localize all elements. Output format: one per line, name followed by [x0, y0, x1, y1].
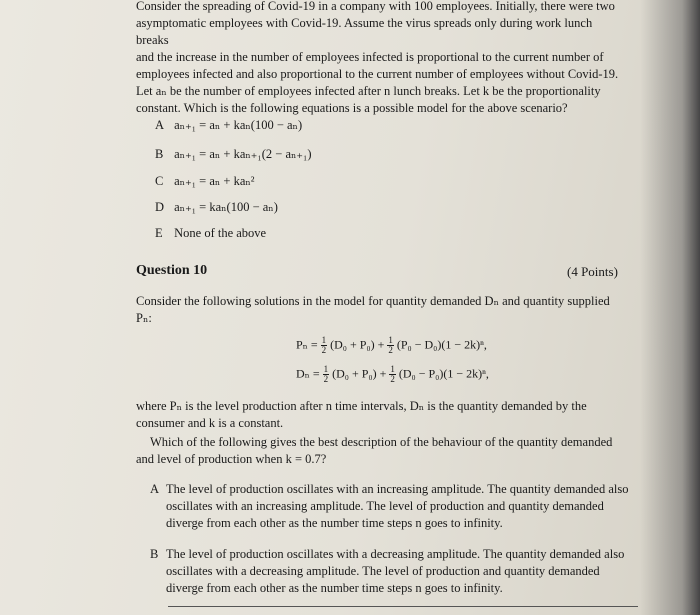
intro-line: asymptomatic employees with Covid-19. Assume the virus spreads only during work lunch breaks	[136, 16, 593, 47]
formula-lhs: Dₙ =	[296, 366, 320, 381]
option-text: aₙ₊₁ = aₙ + kaₙ(100 − aₙ)	[174, 118, 303, 132]
q10-option-b[interactable]	[150, 546, 640, 597]
fraction-numerator: 1	[388, 335, 393, 345]
option-line: The level of production oscillates with an increasing amplitude. The quantity demanded also	[166, 482, 629, 496]
formula-term: (D₀ + P₀) +	[332, 366, 387, 381]
q9-option-a[interactable]	[155, 117, 302, 134]
formula-lhs: Pₙ =	[296, 337, 318, 352]
option-text: aₙ₊₁ = kaₙ(100 − aₙ)	[174, 200, 278, 214]
q9-option-d[interactable]	[155, 199, 278, 216]
option-letter: B	[155, 147, 164, 161]
question10-points: (4 Points)	[567, 264, 618, 279]
q10-option-a[interactable]	[150, 481, 640, 532]
intro-line: constant. Which is the following equations is a possible model for the above scenario?	[136, 101, 568, 115]
page-shadow	[640, 0, 700, 615]
fraction-denominator: 2	[323, 374, 329, 384]
where-line: consumer and k is a constant.	[136, 416, 284, 430]
question10-where	[136, 398, 636, 432]
formula-term: (D₀ + P₀) +	[330, 337, 385, 352]
fraction	[323, 365, 330, 384]
option-text: None of the above	[174, 226, 267, 240]
fraction-denominator: 2	[321, 345, 327, 355]
fraction	[321, 336, 328, 355]
option-letter: B	[150, 547, 159, 561]
option-text: aₙ₊₁ = aₙ + kaₙ₊₁(2 − aₙ₊₁)	[174, 147, 312, 161]
ask-line: and level of production when k = 0.7?	[136, 452, 327, 466]
divider	[168, 606, 638, 607]
option-letter: E	[155, 226, 163, 240]
fraction-numerator: 1	[321, 335, 327, 345]
formula-term: (P₀ − D₀)(1 − 2k)ⁿ,	[396, 337, 487, 352]
question9-intro	[136, 0, 626, 117]
option-letter: A	[155, 118, 165, 132]
question10-intro	[136, 293, 626, 327]
fraction-numerator: 1	[390, 364, 395, 374]
intro-line: Let aₙ be the number of employees infected after n lunch breaks. Let k be the proportionality	[136, 84, 601, 98]
intro-line: Pₙ:	[136, 311, 152, 325]
option-line: diverge from each other as the number time steps n goes to infinity.	[166, 581, 503, 595]
fraction-denominator: 2	[390, 374, 395, 384]
formula-term: (D₀ − P₀)(1 − 2k)ⁿ,	[398, 366, 489, 381]
intro-line: employees infected and also proportional to the current number of employees without Covid-19.	[136, 67, 619, 81]
formula-p	[296, 336, 487, 355]
option-text: aₙ₊₁ = aₙ + kaₙ²	[174, 174, 255, 188]
fraction	[389, 365, 396, 384]
question10-ask-2	[136, 451, 636, 468]
fraction-denominator: 2	[388, 345, 393, 355]
fraction	[387, 336, 394, 355]
option-line: diverge from each other as the number time steps n goes to infinity.	[166, 516, 503, 530]
q9-option-e[interactable]	[155, 225, 266, 242]
option-line: oscillates with a decreasing amplitude. The level of production and quantity demanded	[166, 564, 600, 578]
intro-line: Consider the spreading of Covid-19 in a company with 100 employees. Initially, there were two	[136, 0, 615, 13]
question10-ask	[150, 434, 640, 451]
q9-option-c[interactable]	[155, 173, 255, 190]
option-line: oscillates with an increasing amplitude. The level of production and quantity demanded	[166, 499, 604, 513]
intro-line: and the increase in the number of employees infected is proportional to the current number of	[136, 50, 604, 64]
fraction-numerator: 1	[323, 364, 329, 374]
q9-option-b[interactable]	[155, 146, 312, 163]
option-letter: A	[150, 482, 160, 496]
where-line: where Pₙ is the level production after n time intervals, Dₙ is the quantity demanded by the	[136, 399, 587, 413]
question10-title: Question 10	[136, 263, 208, 278]
ask-line: Which of the following gives the best description of the behaviour of the quantity demanded	[150, 435, 613, 449]
option-line: The level of production oscillates with a decreasing amplitude. The quantity demanded also	[166, 547, 625, 561]
intro-line: Consider the following solutions in the model for quantity demanded Dₙ and quantity supplied	[136, 294, 610, 308]
formula-d	[296, 365, 489, 384]
option-letter: C	[155, 174, 164, 188]
option-letter: D	[155, 200, 165, 214]
